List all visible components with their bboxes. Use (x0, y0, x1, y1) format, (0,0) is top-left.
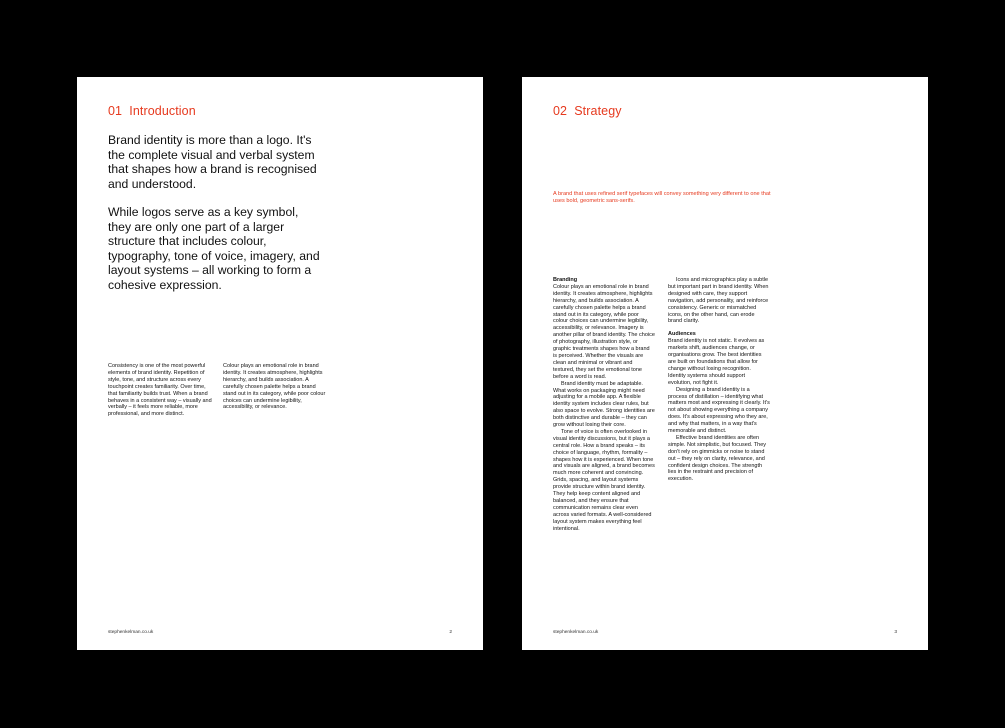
icons-paragraph: Icons and micrographics play a subtle but important part in brand identity. When designed with care, they support navigation, add personality, and reinforce consistency. Generic or mismatched icons, on the other hand, can erode brand clarity. (668, 277, 769, 325)
audiences-paragraph-1: Brand identity is not static. It evolves as markets shift, audiences change, or organisations grow. The best identities are built on foundations that allow for change without losing recognition. Identity systems should support evolution, not fight it. (668, 338, 765, 386)
branding-paragraph-1: Colour plays an emotional role in brand identity. It creates atmosphere, highlights hierarchy, and builds association. A carefully chosen palette helps a brand stand out in its category, while poor colour choices can undermine legibility, accessibility, or relevance. Imagery is another pillar of brand identity. The choice of photography, illustration style, or graphic treatments shapes how a brand is perceived. Whether the visuals are clean and minimal or vibrant and textured, they set the emotional tone before a word is read. (553, 283, 655, 380)
body-column-1 (553, 277, 655, 533)
section-title-introduction: 01 Introduction (108, 104, 196, 118)
audiences-paragraph-3: Effective brand identities are often simple. Not simplistic, but focused. They don't rely on gimmicks or noise to stand out – they rely on clarity, relevance, and confident design choices. The strength lies in the restraint and precision of execution. (668, 434, 767, 483)
footer-url: stephenkelman.co.uk (553, 630, 599, 635)
lead-paragraph-1: Brand identity is more than a logo. It's the complete visual and verbal system that shapes how a brand is recognised and understood. (108, 133, 317, 191)
body-column-1 (108, 363, 214, 418)
body-column-2 (223, 363, 329, 411)
page-left (77, 77, 483, 650)
page-number: 2 (449, 630, 452, 635)
colour-paragraph: Colour plays an emotional role in brand identity. It creates atmosphere, highlights hierarchy, and builds association. A carefully chosen palette helps a brand stand out in its category, while poor colour choices can undermine legibility, accessibility, or relevance. (223, 363, 326, 411)
consistency-paragraph: Consistency is one of the most powerful elements of brand identity. Repetition of style, tone, and structure across every touchpoint creates familiarity. Over time, that familiarity builds trust. When a brand behaves in a consistent way – visually and verbally – it feels more reliable, more professional, and more distinct. (108, 363, 212, 418)
page-right (522, 77, 928, 650)
page-number: 3 (894, 630, 897, 635)
section-title-strategy: 02 Strategy (553, 104, 622, 118)
branding-heading: Branding (553, 277, 578, 283)
lead-paragraph-2: While logos serve as a key symbol, they are only one part of a larger structure that includes colour, typography, tone of voice, imagery, and layout systems – all working to form a cohesive expression. (108, 205, 320, 292)
audiences-paragraph-2: Designing a brand identity is a process of distillation – identifying what matters most and expressing it clearly. It's not about showing everything a company does. It's about expressing who they are, and why that matters, in a way that's memorable and distinct. (668, 386, 770, 435)
branding-paragraph-3: Tone of voice is often overlooked in visual identity discussions, but it plays a central role. How a brand speaks – its choice of language, rhythm, formality – shapes how it is experienced. When tone and visuals are aligned, a brand becomes much more coherent and convincing. Grids, spacing, and layout systems provide structure within brand identity. They help keep content aligned and balanced, and they ensure that communication remains clear even across varied formats. A well-considered layout system makes everything feel intentional. (553, 428, 655, 532)
body-column-2 (668, 277, 770, 483)
branding-paragraph-2: Brand identity must be adaptable. What works on packaging might need adjusting for a mobile app. A flexible identity system includes clear rules, but also space to evolve. Strong identities are both distinctive and durable – they can grow without losing their core. (553, 380, 655, 429)
pull-quote: A brand that uses refined serif typefaces will convey something very different to one that uses bold, geometric sans-serifs. (553, 191, 771, 204)
footer-url: stephenkelman.co.uk (108, 630, 154, 635)
audiences-heading: Audiences (668, 331, 696, 338)
